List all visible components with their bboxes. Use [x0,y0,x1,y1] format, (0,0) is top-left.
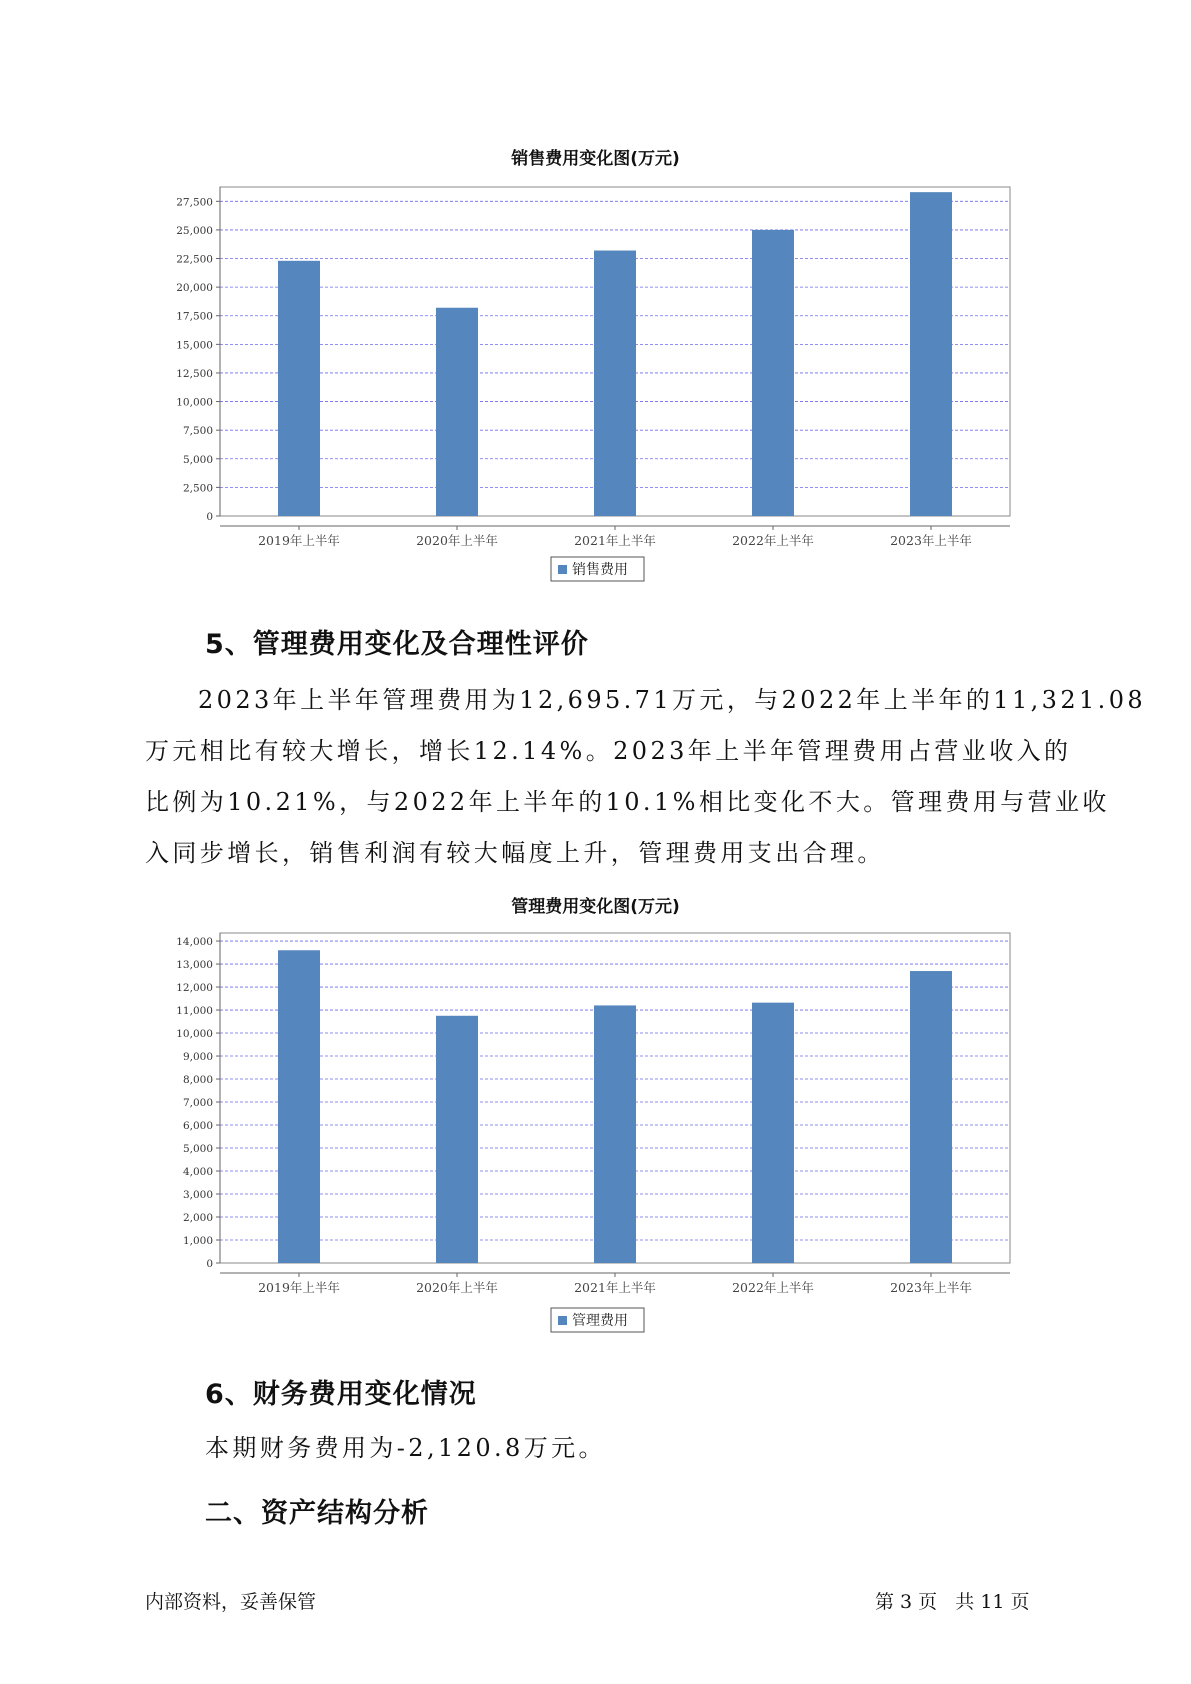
paragraph-line: 本期财务费用为-2,120.8万元。 [205,1434,606,1462]
x-tick-label: 2019年上半年 [258,1280,340,1295]
part-2-heading: 二、资产结构分析 [205,1498,429,1529]
footer-left: 内部资料，妥善保管 [145,1591,317,1613]
admin-chart-title: 管理费用变化图(万元) [511,897,680,917]
legend-label: 管理费用 [572,1313,628,1329]
y-tick-label: 6,000 [182,1120,213,1133]
y-tick-label: 25,000 [176,224,213,237]
section-5-heading: 5、管理费用变化及合理性评价 [205,629,589,660]
y-tick-label: 22,500 [176,253,213,266]
x-tick-label: 2021年上半年 [574,1280,656,1295]
legend-label: 销售费用 [572,562,628,578]
paragraph-line: 比例为10.21%，与2022年上半年的10.1%相比变化不大。管理费用与营业收 [145,788,1110,816]
sales-chart-title: 销售费用变化图(万元) [511,149,680,169]
y-tick-label: 15,000 [176,339,213,352]
y-tick-label: 7,000 [182,1097,213,1110]
y-tick-label: 12,500 [176,367,213,380]
y-tick-label: 5,000 [182,453,213,466]
y-tick-label: 14,000 [176,936,213,949]
section-6-paragraph [205,1423,1135,1474]
bar [436,1016,478,1263]
section-6-heading: 6、财务费用变化情况 [205,1379,477,1410]
footer-page-number: 第 3 页 共 11 页 [875,1591,1030,1613]
y-tick-label: 0 [206,1258,213,1270]
legend-swatch [558,1316,567,1325]
y-tick-label: 7,500 [182,425,213,438]
x-tick-label: 2023年上半年 [890,1280,972,1295]
x-tick-label: 2020年上半年 [416,1280,498,1295]
bar [910,971,952,1263]
x-tick-label: 2019年上半年 [258,533,340,548]
paragraph-line: 入同步增长，销售利润有较大幅度上升，管理费用支出合理。 [145,839,885,867]
x-tick-label: 2022年上半年 [732,1280,814,1295]
y-tick-label: 2,000 [182,1212,213,1225]
y-tick-label: 20,000 [176,282,213,295]
y-tick-label: 17,500 [176,310,213,323]
y-tick-label: 2,500 [182,482,213,495]
y-tick-label: 5,000 [182,1143,213,1156]
paragraph-line: 2023年上半年管理费用为12,695.71万元，与2022年上半年的11,321.08 [198,686,1147,714]
y-tick-label: 9,000 [182,1051,213,1064]
y-tick-label: 12,000 [176,982,213,995]
bar [752,1003,794,1263]
y-tick-label: 0 [206,511,213,523]
x-tick-label: 2023年上半年 [890,533,972,548]
paragraph-line: 万元相比有较大增长，增长12.14%。2023年上半年管理费用占营业收入的 [145,737,1072,765]
bar [278,950,320,1263]
y-tick-label: 13,000 [176,959,213,972]
y-tick-label: 1,000 [182,1235,213,1248]
y-tick-label: 11,000 [176,1005,213,1018]
y-tick-label: 8,000 [182,1074,213,1087]
y-tick-label: 27,500 [176,196,213,209]
x-tick-label: 2021年上半年 [574,533,656,548]
y-tick-label: 3,000 [182,1189,213,1202]
x-tick-label: 2022年上半年 [732,533,814,548]
bar [594,1005,636,1263]
y-tick-label: 4,000 [182,1166,213,1179]
x-tick-label: 2020年上半年 [416,533,498,548]
y-tick-label: 10,000 [176,1028,213,1041]
y-tick-label: 10,000 [176,396,213,409]
